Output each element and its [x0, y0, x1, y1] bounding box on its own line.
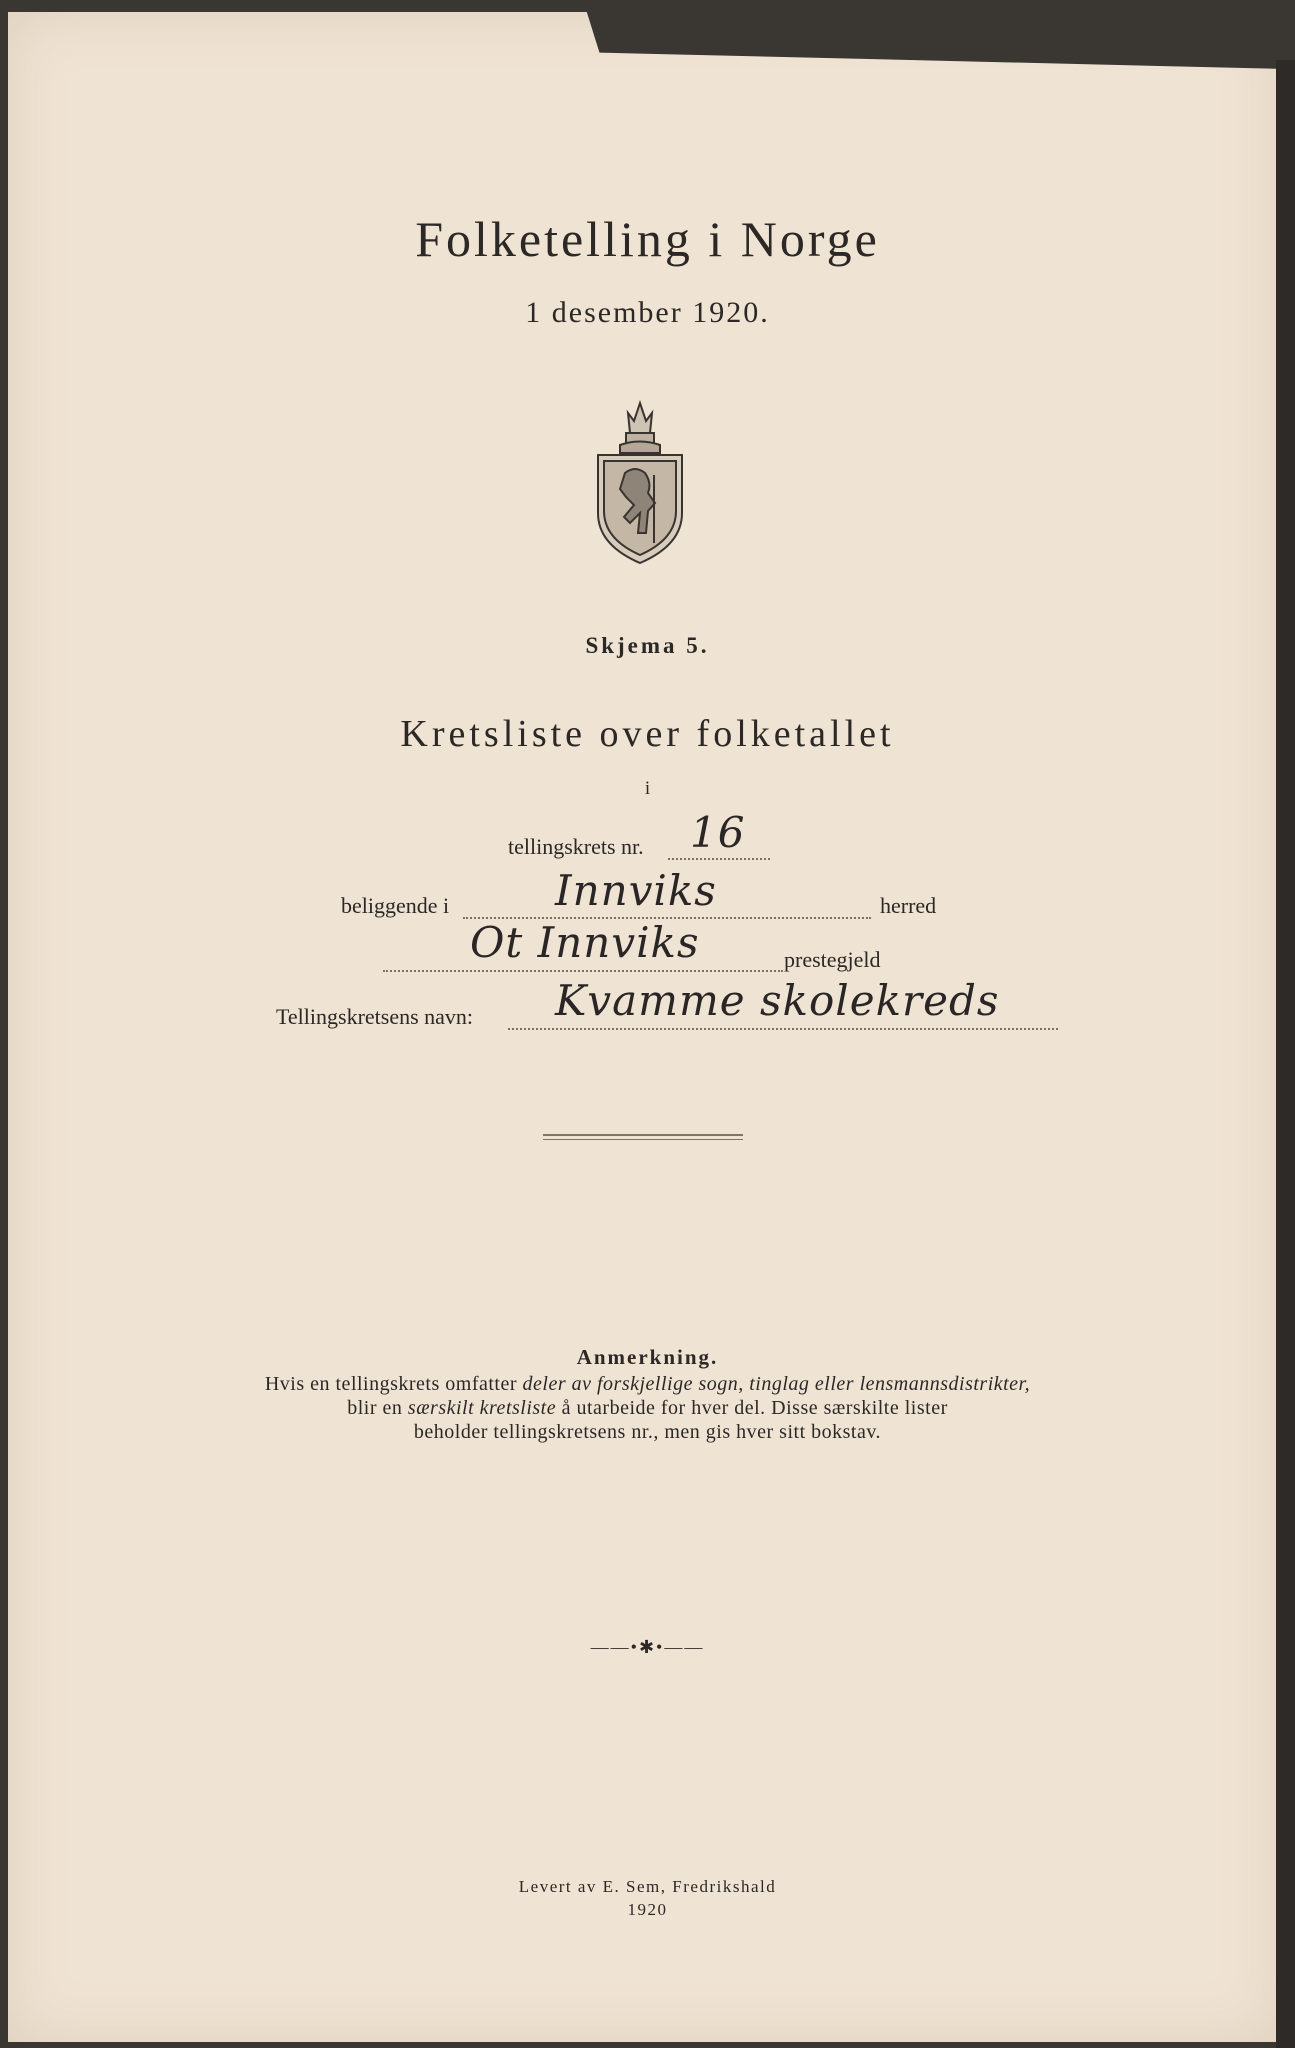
- note-heading: Anmerkning.: [576, 1345, 719, 1369]
- note-line-2c: å utarbeide for hver del. Disse særskilte lister: [556, 1397, 948, 1419]
- norway-coat-of-arms-icon: [590, 393, 690, 565]
- connector-word: i: [644, 778, 651, 799]
- printer-year: 1920: [627, 1900, 668, 1919]
- navn-value: Kvamme skolekreds: [555, 976, 1000, 1025]
- navn-dotted-line: [508, 1028, 1058, 1030]
- note-line-1: [0, 1372, 1295, 1396]
- document-title: Folketelling i Norge: [415, 211, 880, 267]
- note-line-2: [0, 1396, 1295, 1420]
- scan-edge: [1276, 60, 1295, 2048]
- tellingskrets-label: tellingskrets nr.: [508, 834, 644, 859]
- schema-number: Skjema 5.: [585, 633, 710, 658]
- form-heading: Kretsliste over folketallet: [400, 713, 895, 755]
- prestegjeld-value: Ot Innviks: [470, 918, 700, 967]
- census-date: 1 desember 1920.: [525, 296, 770, 329]
- herred-label: herred: [880, 893, 937, 918]
- ornament-divider: ——•✱•——: [590, 1637, 705, 1657]
- note-line-2a: blir en: [347, 1397, 408, 1419]
- note-line-2b: særskilt kretsliste: [407, 1397, 557, 1419]
- prestegjeld-dotted-line: [383, 970, 783, 972]
- tellingskrets-value: 16: [690, 808, 746, 857]
- note-text: [0, 1372, 1295, 1444]
- beliggende-label: beliggende i: [341, 893, 450, 918]
- printer-line: Levert av E. Sem, Fredrikshald: [518, 1877, 777, 1896]
- note-line-1b: deler av forskjellige sogn, tinglag eller lensmannsdistrikter,: [522, 1373, 1031, 1395]
- navn-label: Tellingskretsens navn:: [276, 1004, 474, 1029]
- divider-rule: [543, 1134, 743, 1140]
- beliggende-value: Innviks: [555, 866, 717, 915]
- prestegjeld-label: prestegjeld: [784, 947, 881, 972]
- tellingskrets-dotted-line: [668, 858, 770, 860]
- printer-imprint: [0, 1875, 1295, 1921]
- note-line-3: beholder tellingskretsens nr., men gis hver sitt bokstav.: [413, 1421, 882, 1443]
- note-line-1a: Hvis en tellingskrets omfatter: [264, 1373, 523, 1395]
